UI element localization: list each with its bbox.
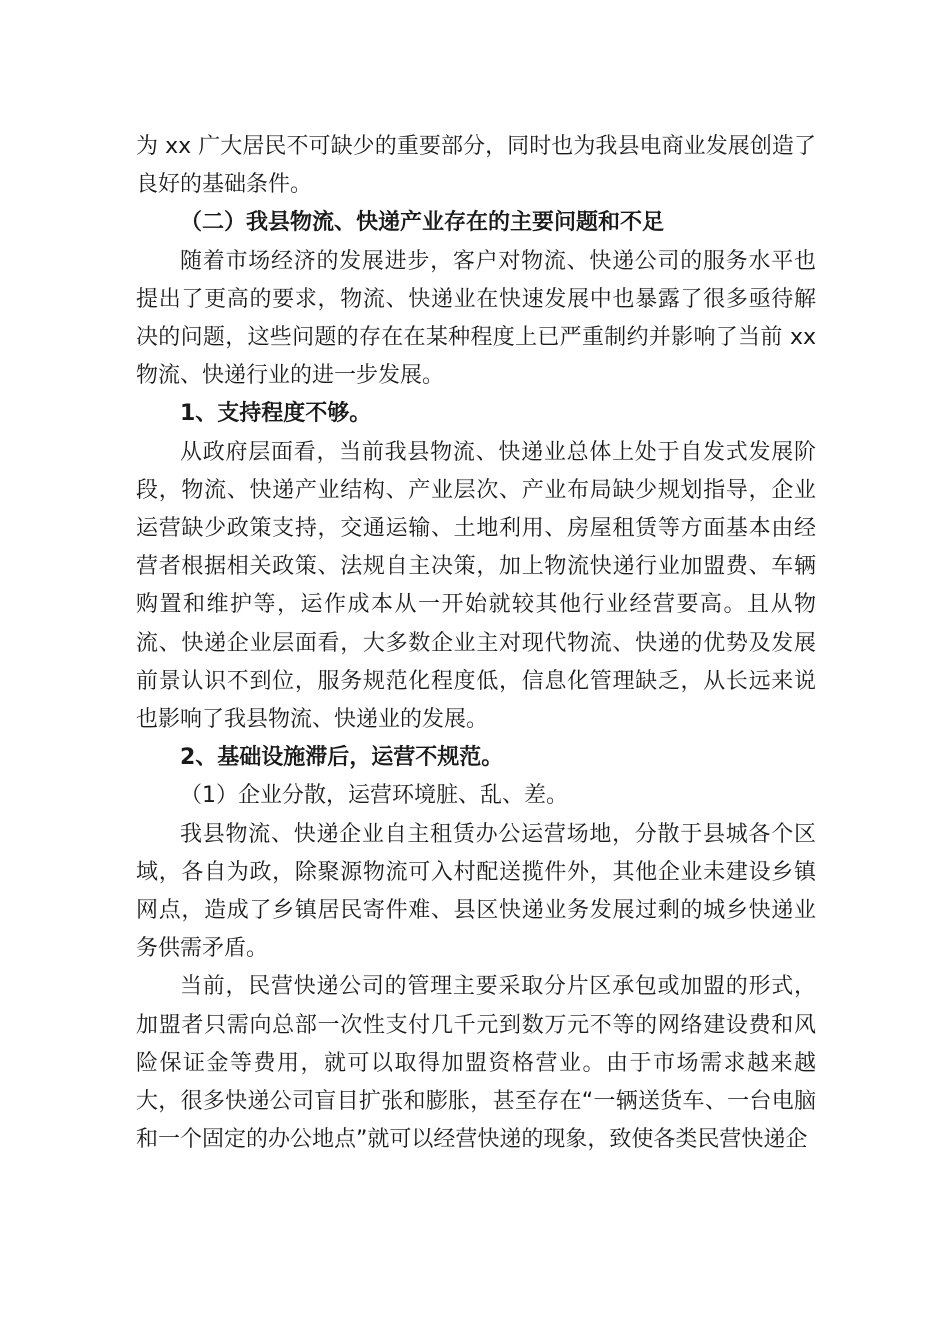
paragraph-support-level: 从政府层面看，当前我县物流、快递业总体上处于自发式发展阶段，物流、快递产业结构、产业层次、产业布局缺少规划指导，企业运营缺少政策支持，交通运输、土地利用、房屋租赁等方面基本由经营者根据相关政策、法规自主决策，加上物流快递行业加盟费、车辆购置和维护等，运作成本从一开始就较其他行业经营要高。且从物流、快递企业层面看，大多数企业主对现代物流、快递的优势及发展前景认识不到位，服务规范化程度低，信息化管理缺乏，从长远来说也影响了我县物流、快递业的发展。 (136, 439, 816, 733)
paragraph-item-1-title: （1）企业分散，运营环境脏、乱、差。 (180, 783, 568, 809)
subheading-infrastructure: 2、基础设施滞后，运营不规范。 (180, 745, 504, 771)
document-body (136, 128, 816, 1159)
section-heading-problems: （二）我县物流、快递产业存在的主要问题和不足 (180, 210, 665, 236)
paragraph-intro-continuation: 为 xx 广大居民不可缺少的重要部分，同时也为我县电商业发展创造了良好的基础条件。 (136, 134, 816, 198)
subheading-support-level: 1、支持程度不够。 (180, 401, 372, 427)
paragraph-problems-overview: 随着市场经济的发展进步，客户对物流、快递公司的服务水平也提出了更高的要求，物流、快递业在快速发展中也暴露了很多亟待解决的问题，这些问题的存在在某种程度上已严重制约并影响了当前 xx 物流、快递行业的进一步发展。 (136, 248, 816, 389)
paragraph-enterprises-scattered: 我县物流、快递企业自主租赁办公运营场地，分散于县城各个区域，各自为政，除聚源物流可入村配送揽件外，其他企业未建设乡镇网点，造成了乡镇居民寄件难、县区快递业务发展过剩的城乡快递业务供需矛盾。 (136, 821, 816, 962)
paragraph-franchise-management: 当前，民营快递公司的管理主要采取分片区承包或加盟的形式，加盟者只需向总部一次性支付几千元到数万元不等的网络建设费和风险保证金等费用，就可以取得加盟资格营业。由于市场需求越来越大，很多快递公司盲目扩张和膨胀，甚至存在“一辆送货车、一台电脑和一个固定的办公地点”就可以经营快递的现象，致使各类民营快递企 (136, 974, 816, 1153)
